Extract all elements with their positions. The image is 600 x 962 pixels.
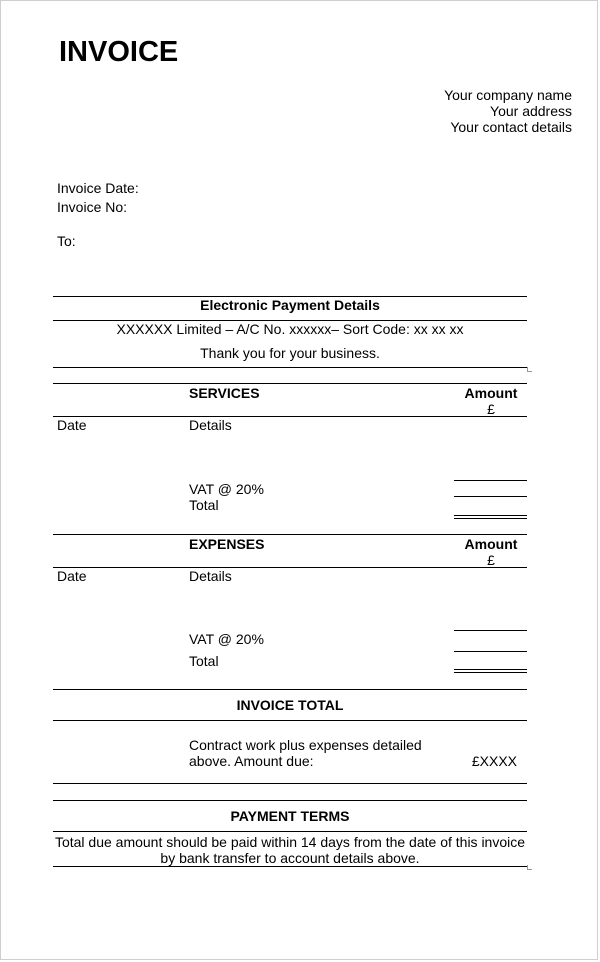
table-end-mark — [527, 367, 532, 372]
services-total-line — [454, 515, 527, 516]
invoice-total-heading: INVOICE TOTAL — [236, 697, 344, 713]
payment-terms-heading: PAYMENT TERMS — [230, 808, 350, 824]
services-heading: SERVICES — [189, 385, 260, 401]
divider — [53, 720, 527, 721]
company-contact: Your contact details — [450, 119, 572, 135]
invoice-total-description: Contract work plus expenses detailed — [189, 737, 422, 753]
divider — [53, 567, 527, 568]
invoice-title: INVOICE — [59, 36, 179, 68]
to-label: To: — [57, 233, 76, 249]
payment-terms-text: Total due amount should be paid within 14 days from the date of this invoice — [54, 834, 526, 850]
expenses-total-line — [454, 672, 527, 673]
expenses-vat-label: VAT @ 20% — [189, 631, 264, 647]
table-end-mark — [527, 865, 532, 870]
divider — [53, 416, 527, 417]
services-subtotal-line — [454, 480, 527, 481]
divider — [53, 800, 527, 801]
invoice-total-description: above. Amount due: — [189, 753, 314, 769]
company-address: Your address — [490, 103, 572, 119]
divider — [53, 534, 527, 535]
expenses-heading: EXPENSES — [189, 536, 265, 552]
expenses-currency: £ — [487, 552, 495, 568]
payment-details-heading: Electronic Payment Details — [200, 297, 380, 313]
invoice-total-amount: £XXXX — [471, 753, 517, 769]
expenses-vat-line — [454, 651, 527, 652]
payment-terms-text: by bank transfer to account details above. — [160, 850, 420, 866]
services-details-label: Details — [189, 417, 232, 433]
expenses-total-label: Total — [189, 653, 219, 669]
services-total-line — [454, 518, 527, 519]
divider — [53, 831, 527, 832]
expenses-date-label: Date — [57, 568, 87, 584]
account-line: XXXXXX Limited – A/C No. xxxxxx– Sort Code: xx xx xx — [116, 321, 464, 337]
thank-you-text: Thank you for your business. — [200, 345, 380, 361]
invoice-date-label: Invoice Date: — [57, 180, 139, 196]
expenses-subtotal-line — [454, 630, 527, 631]
divider — [53, 367, 527, 368]
invoice-no-label: Invoice No: — [57, 199, 128, 215]
expenses-details-label: Details — [189, 568, 232, 584]
divider — [53, 689, 527, 690]
services-vat-label: VAT @ 20% — [189, 481, 264, 497]
services-vat-line — [454, 496, 527, 497]
divider — [53, 866, 527, 867]
company-name: Your company name — [444, 87, 572, 103]
services-date-label: Date — [57, 417, 87, 433]
services-total-label: Total — [189, 497, 219, 513]
divider — [53, 783, 527, 784]
services-currency: £ — [487, 401, 495, 417]
expenses-total-line — [454, 669, 527, 670]
services-amount-label: Amount — [464, 385, 518, 401]
divider — [53, 383, 527, 384]
expenses-amount-label: Amount — [464, 536, 518, 552]
